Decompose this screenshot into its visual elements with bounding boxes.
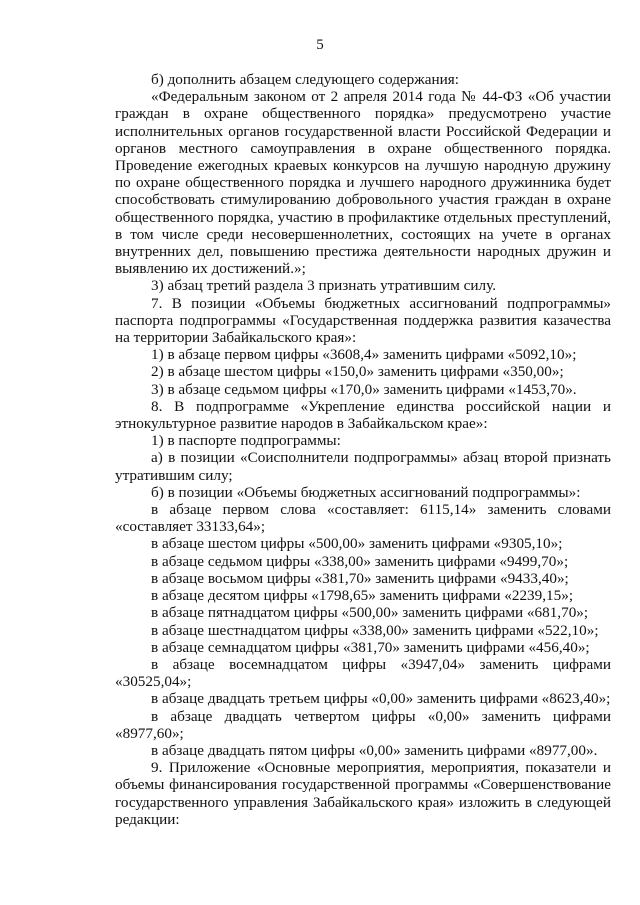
- paragraph-item-7-1: 1) в абзаце первом цифры «3608,4» заменить цифрами «5092,10»;: [151, 346, 577, 364]
- paragraph-amend-sixth: в абзаце шестом цифры «500,00» заменить цифрами «9305,10»;: [151, 535, 563, 553]
- page-number: 5: [316, 37, 324, 53]
- paragraph-amend-twenty-fourth: в абзаце двадцать четвертом цифры «0,00» заменить цифрами «8977,60»;: [115, 707, 611, 742]
- paragraph-amend-seventeenth: в абзаце семнадцатом цифры «381,70» заменить цифрами «456,40»;: [151, 638, 590, 656]
- paragraph-amend-fifteenth: в абзаце пятнадцатом цифры «500,00» заменить цифрами «681,70»;: [151, 604, 589, 622]
- paragraph-amend-eighteenth: в абзаце восемнадцатом цифры «3947,04» заменить цифрами «30525,04»;: [115, 655, 611, 691]
- paragraph-amend-tenth: в абзаце десятом цифры «1798,65» заменить цифрами «2239,15»;: [151, 587, 574, 605]
- paragraph-amend-first: в абзаце первом слова «составляет: 6115,14» заменить словами «составляет 33133,64»;: [115, 501, 611, 536]
- paragraph-amend-sixteenth: в абзаце шестнадцатом цифры «338,00» заменить цифрами «522,10»;: [151, 621, 599, 639]
- paragraph-item-7: 7. В позиции «Объемы бюджетных ассигнований подпрограммы» паспорта подпрограммы «Государственная поддержка развития казачества на территории Забайкальского края»:: [115, 294, 611, 347]
- document-body: [115, 71, 611, 828]
- paragraph-item-7-2: 2) в абзаце шестом цифры «150,0» заменить цифрами «350,00»;: [151, 363, 564, 381]
- paragraph-item-8-1-b: б) в позиции «Объемы бюджетных ассигнований подпрограммы»:: [151, 483, 581, 501]
- paragraph-item-8-1-a: а) в позиции «Соисполнители подпрограммы» абзац второй признать утратившим силу;: [115, 449, 611, 484]
- paragraph-amend-twenty-third: в абзаце двадцать третьем цифры «0,00» заменить цифрами «8623,40»;: [151, 690, 611, 708]
- paragraph-item-3: 3) абзац третий раздела 3 признать утратившим силу.: [151, 277, 496, 295]
- paragraph-intro-b: б) дополнить абзацем следующего содержания:: [151, 71, 459, 88]
- paragraph-amend-eighth: в абзаце восьмом цифры «381,70» заменить цифрами «9433,40»;: [151, 569, 569, 587]
- paragraph-item-9: 9. Приложение «Основные мероприятия, мероприятия, показатели и объемы финансирования государственной программы «Совершенствование государственного управления Забайкальского края» изложить в следующей редакции:: [115, 759, 611, 828]
- paragraph-amend-twenty-fifth: в абзаце двадцать пятом цифры «0,00» заменить цифрами «8977,00».: [151, 741, 598, 759]
- paragraph-item-7-3: 3) в абзаце седьмом цифры «170,0» заменить цифрами «1453,70».: [151, 380, 577, 398]
- paragraph-quote-federal-law: «Федеральным законом от 2 апреля 2014 года № 44-ФЗ «Об участии граждан в охране общественного порядка» предусмотрено участие исполнительных органов государственной власти Российской Федерации и органов местного самоуправления в охране общественного порядка. Проведение ежегодных краевых конкурсов на лучшую народную дружину по охране общественного порядка и лучшего народного дружинника будет способствовать стимулированию добровольного участия граждан в охране общественного порядка, участию в профилактике отдельных преступлений, в том числе среди несовершеннолетних, состоящих на учете в органах внутренних дел, повышению престижа деятельности народных дружин и выявлению их достижений.»;: [115, 88, 611, 278]
- paragraph-item-8-1: 1) в паспорте подпрограммы:: [151, 432, 341, 450]
- paragraph-item-8: 8. В подпрограмме «Укрепление единства российской нации и этнокультурное развитие народов в Забайкальском крае»:: [115, 397, 611, 433]
- paragraph-amend-seventh: в абзаце седьмом цифры «338,00» заменить цифрами «9499,70»;: [151, 552, 569, 570]
